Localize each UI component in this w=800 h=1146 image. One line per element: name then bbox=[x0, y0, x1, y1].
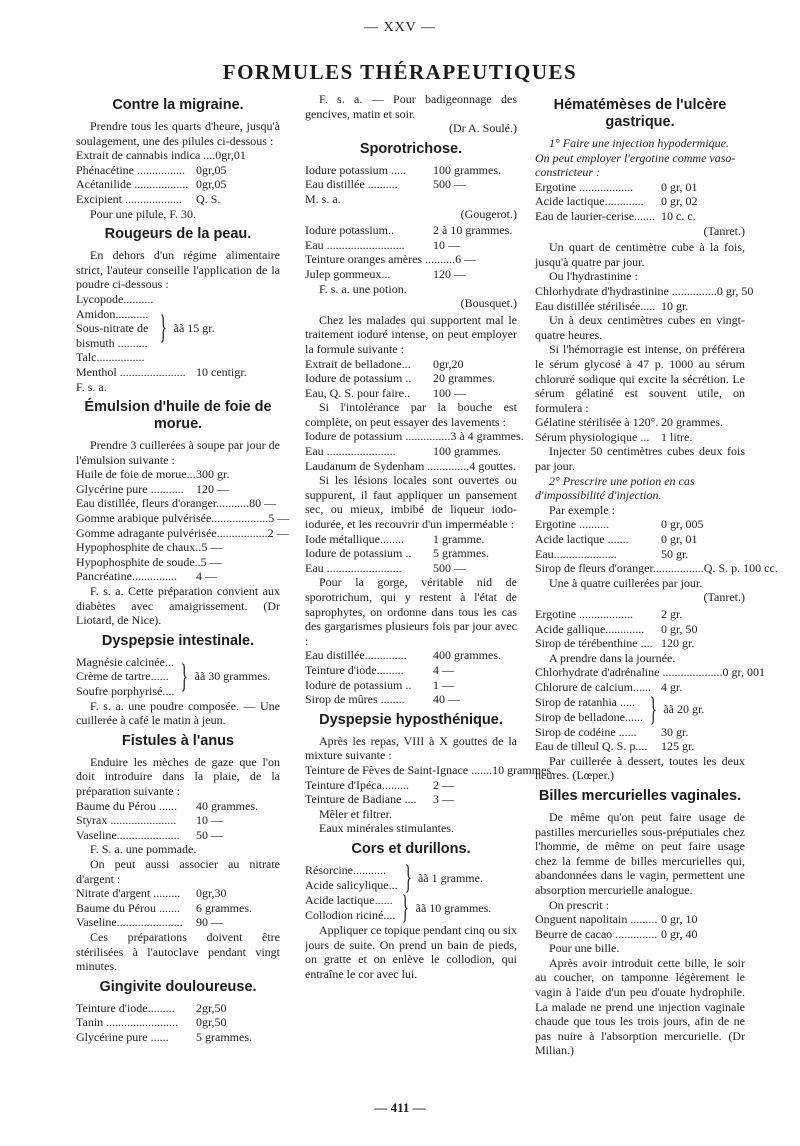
ingredient-quantity: 2 à 10 grammes. bbox=[433, 223, 513, 238]
paragraph: F. s. a. — Pour badigeonnage des gencives, matin et soir. bbox=[305, 92, 517, 121]
ingredient-name: Collodion riciné.... bbox=[305, 907, 396, 922]
ingredient-name: Teinture d'iode......... bbox=[76, 1000, 175, 1015]
section-heading: Hématémèses de l'ulcère gastrique. bbox=[553, 97, 727, 130]
column-2 bbox=[305, 92, 555, 981]
formula-row bbox=[76, 569, 280, 584]
section-heading: Dyspepsie intestinale. bbox=[101, 632, 255, 649]
paragraph: Une à quatre cuillerées par jour. bbox=[549, 575, 703, 590]
ingredient-quantity: 20 grammes. bbox=[661, 415, 723, 430]
ingredient-quantity: 2gr,50 bbox=[196, 1000, 227, 1015]
ingredient-quantity: 0 gr, 10 bbox=[661, 912, 698, 927]
ingredient-quantity: 10 — bbox=[433, 237, 460, 252]
ingredient-name: Teinture d'iode......... bbox=[305, 662, 404, 677]
paragraph: Un quart de centimètre cube à la fois, jusqu'à quatre par jour. bbox=[535, 240, 745, 269]
paragraph: Un à deux centimètres cubes en vingt-quatre heures. bbox=[535, 313, 745, 342]
formula-row bbox=[305, 663, 517, 678]
formula-row bbox=[535, 194, 745, 209]
paragraph: Par cuillerée à dessert, toutes les deux heures. (Lœper.) bbox=[535, 753, 745, 783]
section-heading: Gingivite douloureuse. bbox=[99, 978, 257, 995]
ingredient-quantity: 0 gr, 40 bbox=[661, 926, 698, 941]
formula-row bbox=[535, 561, 778, 576]
ingredient-quantity: 30 gr. bbox=[661, 724, 689, 739]
ingredient-quantity: 50 — bbox=[196, 827, 223, 842]
ingredient-name: Vaseline..................... bbox=[76, 827, 180, 842]
ingredient-name: Beurre de cacao .............. bbox=[535, 926, 658, 941]
paragraph: Après les repas, VIII à X gouttes de la mixture suivante : bbox=[305, 733, 517, 763]
formula-row bbox=[535, 209, 745, 224]
ingredient-quantity: 2 — bbox=[267, 525, 289, 540]
paragraph: Injecter 50 centimètres cubes deux fois par jour. bbox=[535, 444, 745, 474]
section-heading: Émulsion d'huile de foie de morue. bbox=[84, 399, 272, 433]
ingredient-name: Iodure de potassium ............... bbox=[305, 429, 451, 444]
page-title: FORMULES THÉRAPEUTIQUES bbox=[222, 60, 578, 84]
formula-row bbox=[535, 415, 745, 430]
ingredient-quantity: 100 grammes. bbox=[433, 162, 501, 177]
ingredient-name: Teinture oranges amères .......... bbox=[305, 252, 456, 267]
formula-row bbox=[76, 192, 280, 207]
paragraph: Chez les malades qui supportent mal le traitement ioduré intense, on peut employer la formule suivante : bbox=[305, 312, 517, 356]
ingredient-quantity: 80 — bbox=[249, 496, 277, 511]
formula-row bbox=[76, 482, 280, 497]
ingredient-quantity: 5 grammes. bbox=[196, 1029, 252, 1044]
formula-row bbox=[76, 915, 280, 930]
ingredient-quantity: 0gr,05 bbox=[196, 177, 227, 192]
brace-icon: } bbox=[180, 657, 189, 695]
ingredient-name: Iodure de potassium .. bbox=[305, 371, 412, 386]
ingredient-name: Iodure de potassium .. bbox=[305, 677, 412, 692]
grouped-ingredients bbox=[76, 655, 174, 699]
ingredient-quantity: 500 — bbox=[433, 560, 466, 575]
paragraph: Ou l'hydrastinine : bbox=[549, 269, 638, 284]
ingredient-name: Julep gommeux... bbox=[305, 266, 391, 281]
formula-row bbox=[305, 532, 517, 547]
author-signature: (Gougerot.) bbox=[460, 206, 517, 221]
ingredient-quantity: ãã 1 gramme. bbox=[417, 870, 483, 885]
ingredient-quantity: 40 — bbox=[433, 692, 460, 707]
ingredient-name: Eau..................... bbox=[535, 546, 617, 561]
ingredient-name: Chlorhydrate d'adrénaline .................... bbox=[535, 665, 723, 680]
section-heading: Fistules à l'anus bbox=[121, 732, 235, 749]
ingredient-name: Glycérine pure ...... bbox=[76, 1029, 169, 1044]
brace-icon: } bbox=[159, 309, 168, 347]
ingredient-name: Sirop de fleurs d'oranger................. bbox=[535, 561, 704, 576]
text-line: M. s. a. bbox=[305, 191, 341, 206]
ingredient-name: Gomme adragante pulvérisée................. bbox=[76, 525, 268, 540]
formula-row bbox=[535, 622, 745, 637]
ingredient-name: Excipient ................... bbox=[76, 191, 182, 206]
ingredient-name: Lycopode.......... bbox=[76, 291, 154, 306]
ingredient-name: Pancréatine............... bbox=[76, 569, 177, 584]
formula-row bbox=[535, 430, 745, 445]
author-signature: (Tanret.) bbox=[703, 590, 745, 605]
ingredient-name: Ergotine .................. bbox=[535, 607, 634, 621]
ingredient-name: Teinture d'Ipéca......... bbox=[305, 777, 409, 792]
ingredient-quantity: 3 à 4 grammes. bbox=[450, 429, 524, 444]
grouped-ingredients bbox=[305, 893, 395, 922]
ingredient-quantity: 40 grammes. bbox=[196, 798, 258, 813]
ingredient-quantity: 50 gr. bbox=[661, 546, 689, 561]
ingredient-name: Eau de laurier-cerise....... bbox=[535, 208, 656, 223]
ingredient-quantity: 500 — bbox=[433, 177, 466, 192]
ingredient-name: Eau ......................... bbox=[305, 560, 402, 575]
formula-row bbox=[76, 555, 280, 570]
ingredient-name: Hypophosphite de chaux.. bbox=[76, 540, 202, 555]
ingredient-quantity: 5 — bbox=[268, 511, 290, 526]
formula-row bbox=[305, 561, 517, 576]
ingredient-quantity: 120 — bbox=[196, 481, 229, 496]
ingredient-name: Eau de tilleul Q. S. p.... bbox=[535, 739, 648, 754]
section-heading: Cors et durillons. bbox=[351, 840, 471, 857]
formula-row bbox=[305, 177, 517, 192]
ingredient-quantity: 3 — bbox=[433, 792, 454, 807]
ingredient-name: Sirop de belladone...... bbox=[535, 709, 643, 724]
ingredient-quantity: 0 gr, 005 bbox=[661, 517, 704, 532]
formula-row bbox=[535, 725, 745, 740]
formula-row bbox=[76, 177, 280, 192]
ingredient-quantity: ãã 30 grammes. bbox=[194, 669, 271, 684]
ingredient-name: Iodure potassium.. bbox=[305, 223, 394, 238]
ingredient-name: Ergotine .......... bbox=[535, 517, 610, 532]
paragraph: F. s. a. Cette préparation convient aux diabètes avec amaigrissement. (Dr Liotard, de Nice). bbox=[76, 584, 280, 628]
ingredient-quantity: 100 grammes. bbox=[433, 444, 501, 459]
formula-row bbox=[305, 678, 517, 693]
formula-row bbox=[76, 163, 280, 178]
ingredient-name: Baume du Pérou ....... bbox=[76, 900, 180, 915]
ingredient-quantity: 120 gr. bbox=[661, 636, 695, 651]
formula-row bbox=[76, 813, 280, 828]
ingredient-quantity: 0 gr, 01 bbox=[661, 179, 698, 194]
ingredient-name: Soufre porphyrisé.... bbox=[76, 684, 175, 698]
ingredient-name: Acide lactique ....... bbox=[535, 532, 629, 547]
ingredient-name: Nitrate d'argent ......... bbox=[76, 886, 181, 901]
paragraph: F. s. a. une poudre composée. — Une cuillerée à café le matin à jeun. bbox=[76, 698, 280, 728]
paragraph: Pour une bille. bbox=[549, 941, 620, 956]
ingredient-name: Iode métallique........ bbox=[305, 531, 404, 546]
paragraph: Après avoir introduit cette bille, le soir au coucher, on tamponne légèrement le vagin à l'aide d'un peu d'ouate hydrophile. La malade ne prend une injection vaginale chaude que tous les trois jours, afin de ne pas nuire à l'absorption mercurielle. (Dr Milian.) bbox=[535, 955, 745, 1058]
paragraph: Ces préparations doivent être stérilisées à l'autoclave pendant vingt minutes. bbox=[76, 929, 280, 974]
formula-row bbox=[76, 828, 280, 843]
paragraph: Appliquer ce topique pendant cinq ou six jours de suite. On prend un bain de pieds, on gratte et on enlève le collodion, qui entraîne le cor avec lui. bbox=[305, 922, 517, 981]
author-signature: (Tanret.) bbox=[703, 223, 745, 238]
italic-paragraph: 1° Faire une injection hypodermique. On peut employer l'ergotine comme vaso-constricteur : bbox=[535, 136, 736, 180]
formula-row bbox=[76, 511, 290, 526]
ingredient-name: Acide salicylique... bbox=[305, 877, 398, 892]
ingredient-quantity: 4 — bbox=[196, 569, 217, 584]
formula-row bbox=[305, 357, 517, 372]
ingredient-quantity: 300 gr. bbox=[196, 467, 230, 482]
ingredient-name: Phénacétine ................ bbox=[76, 162, 185, 177]
ingredient-name: Sirop de ratanhia ..... bbox=[535, 694, 635, 709]
ingredient-quantity: 90 — bbox=[196, 915, 223, 930]
paragraph: Eaux minérales stimulantes. bbox=[319, 821, 454, 836]
grouped-formula bbox=[305, 888, 517, 926]
formula-row bbox=[535, 180, 745, 195]
ingredient-name: Baume du Pérou ...... bbox=[76, 798, 177, 813]
ingredient-quantity: 0gr,30 bbox=[196, 886, 227, 901]
formula-row bbox=[535, 283, 754, 299]
ingredient-quantity: 6 — bbox=[455, 252, 477, 267]
formula-row bbox=[305, 386, 517, 401]
paragraph: En dehors d'un régime alimentaire strict, l'auteur conseille l'application de la poudre ci-dessous : bbox=[76, 248, 280, 292]
ingredient-quantity: 5 — bbox=[200, 554, 222, 569]
ingredient-name: bismuth .......... bbox=[76, 335, 148, 350]
ingredient-name: Sous-nitrate de bbox=[76, 321, 149, 336]
ingredient-quantity: 0gr,50 bbox=[196, 1015, 227, 1030]
ingredient-quantity: 2 gr. bbox=[661, 607, 683, 621]
ingredient-quantity: ãã 20 gr. bbox=[663, 702, 705, 717]
formula-row bbox=[305, 163, 517, 178]
formula-row bbox=[535, 636, 745, 651]
ingredient-name: Extrait de cannabis indica .... bbox=[76, 148, 216, 163]
formula-row bbox=[76, 148, 280, 163]
formula-row bbox=[76, 1015, 280, 1030]
ingredient-name: Styrax ...................... bbox=[76, 813, 177, 828]
ingredient-name: Glycérine pure ........... bbox=[76, 481, 184, 496]
ingredient-name: Acétanilide .................. bbox=[76, 177, 189, 192]
paragraph: A prendre dans la journée. bbox=[549, 650, 676, 665]
formula-row bbox=[535, 927, 745, 942]
formula-row bbox=[305, 459, 517, 474]
ingredient-name: Acide gallique............. bbox=[535, 621, 645, 636]
paragraph: On prescrit : bbox=[549, 897, 609, 912]
ingredient-quantity: 4 — bbox=[433, 662, 454, 677]
formula-row bbox=[305, 546, 517, 561]
paragraph: Si l'hémorragie est intense, on préférera le sérum glycosé à 47 p. 1000 au sérum chloruré sodique qui excite la sécrétion. Le sérum gélatiné est souvent utile, on formulera : bbox=[535, 342, 745, 415]
ingredient-quantity: 0 gr, 01 bbox=[661, 532, 698, 547]
formula-row bbox=[535, 547, 745, 562]
ingredient-name: Gomme arabique pulvérisée................... bbox=[76, 511, 269, 526]
ingredient-name: Huile de foie de morue... bbox=[76, 467, 196, 482]
ingredient-name: Eau distillée, fleurs d'oranger........... bbox=[76, 496, 250, 511]
ingredient-name: Extrait de belladone... bbox=[305, 356, 411, 371]
ingredient-quantity: 10 c. c. bbox=[661, 208, 696, 223]
formula-row bbox=[535, 665, 765, 680]
ingredient-quantity: 10 gr. bbox=[661, 298, 689, 313]
formula-row bbox=[535, 517, 745, 532]
ingredient-quantity: 400 grammes. bbox=[433, 648, 501, 663]
section-heading: Rougeurs de la peau. bbox=[104, 226, 252, 243]
ingredient-name: Ergotine .................. bbox=[535, 179, 634, 194]
grouped-formula bbox=[535, 690, 745, 728]
formula-row bbox=[76, 496, 280, 511]
ingredient-quantity: 0gr,05 bbox=[196, 162, 227, 177]
formula-row bbox=[305, 267, 517, 282]
ingredient-quantity: 0 gr, 02 bbox=[661, 194, 698, 209]
ingredient-name: Sirop de mûres ........ bbox=[305, 692, 405, 707]
ingredient-name: Magnésie calcinée... bbox=[76, 654, 174, 669]
ingredient-name: Iodure de potassium .. bbox=[305, 546, 412, 561]
ingredient-name: Sirop de codéine ...... bbox=[535, 724, 637, 739]
ingredient-name: Amidon........... bbox=[76, 306, 149, 321]
author-signature: (Bousquet.) bbox=[460, 296, 517, 311]
paragraph: De même qu'on peut faire usage de pastilles mercurielles sous-préputiales chez l'homme, de même on peut faire usage chez la femme de billes mercurielles qui, abandonnées dans le vagin, permettent une absorption mercurielle analogue. bbox=[535, 809, 745, 897]
ingredient-quantity: 1 gramme. bbox=[433, 531, 485, 546]
formula-row bbox=[535, 607, 745, 622]
paragraph: Si les lésions locales sont ouvertes ou suppurent, il faut appliquer un pansement sec, ou mieux, imbibé de liqueur iodo-iodurée, et les recouvrir d'un imperméable : bbox=[305, 473, 517, 532]
formula-row bbox=[305, 778, 517, 793]
grouped-formula bbox=[76, 655, 280, 699]
ingredient-name: Acide lactique...... bbox=[305, 893, 393, 908]
grouped-ingredients bbox=[76, 292, 153, 365]
ingredient-quantity: 10 grammes. bbox=[492, 762, 555, 777]
ingredient-quantity: 20 grammes. bbox=[433, 371, 495, 386]
section-heading: Dyspepsie hyposthénique. bbox=[319, 711, 503, 728]
ingredient-name: Teinture de Badiane .... bbox=[305, 792, 417, 807]
ingredient-quantity: 5 grammes. bbox=[433, 546, 489, 561]
grouped-formula bbox=[305, 858, 517, 896]
ingredient-quantity: Q. S. p. 100 cc. bbox=[703, 561, 778, 576]
ingredient-quantity: 0 gr, 50 bbox=[716, 283, 754, 298]
ingredient-name: Iodure potassium ..... bbox=[305, 162, 406, 177]
ingredient-name: Acide lactique............. bbox=[535, 194, 644, 209]
ingredient-name: Sérum physiologique ... bbox=[535, 429, 650, 444]
paragraph: Mêler et filtrer. bbox=[319, 806, 392, 821]
ingredient-quantity: ãã 15 gr. bbox=[173, 321, 215, 336]
paragraph: Enduire les mèches de gaze que l'on doit introduire dans la plaie, de la préparation suivante : bbox=[76, 754, 280, 798]
ingredient-name: Chlorure de calcium...... bbox=[535, 679, 651, 694]
paragraph: Si l'intolérance par la bouche est complète, on peut essayer des lavements : bbox=[305, 400, 517, 429]
formula-row bbox=[305, 429, 524, 444]
ingredient-name: Sirop de térébenthine .... bbox=[535, 636, 653, 651]
author-signature: (Dr A. Soulé.) bbox=[449, 121, 517, 136]
section-heading: Contre la migraine. bbox=[112, 97, 244, 113]
ingredient-name: Eau distillée stérilisée..... bbox=[535, 298, 656, 313]
formula-row bbox=[76, 525, 289, 541]
ingredient-name: Eau distillée .......... bbox=[305, 177, 398, 192]
ingredient-quantity: 0gr,01 bbox=[215, 148, 246, 163]
ingredient-quantity: 1 litre. bbox=[661, 429, 693, 444]
paragraph: Prendre tous les quarts d'heure, jusqu'à soulagement, une des pilules ci-dessous : bbox=[76, 119, 280, 148]
ingredient-quantity: 125 gr. bbox=[661, 739, 695, 754]
formula-row bbox=[305, 792, 517, 807]
ingredient-name: Laudanum de Sydenham .............. bbox=[305, 458, 470, 473]
ingredient-quantity: 0 gr, 001 bbox=[722, 665, 765, 680]
ingredient-quantity: 10 — bbox=[196, 813, 223, 828]
paragraph: On peut aussi associer au nitrate d'argent : bbox=[76, 856, 280, 886]
formula-row bbox=[535, 912, 745, 927]
paragraph: F. s. a. une potion. bbox=[319, 281, 407, 296]
ingredient-name: Eau, Q. S. pour faire.. bbox=[305, 385, 410, 400]
ingredient-name: Tanin ........................ bbox=[76, 1015, 179, 1030]
formula-row bbox=[305, 648, 517, 663]
page-number: — 411 — bbox=[374, 1100, 426, 1115]
ingredient-name: Talc................ bbox=[76, 350, 145, 365]
ingredient-name: Eau distillée.............. bbox=[305, 648, 407, 663]
formula-row bbox=[76, 467, 280, 482]
page-header: — XXV — bbox=[363, 20, 437, 35]
ingredient-quantity: 10 centigr. bbox=[196, 364, 247, 379]
brace-icon: } bbox=[401, 888, 410, 926]
ingredient-name: Menthol ...................... bbox=[76, 364, 186, 379]
grouped-formula bbox=[76, 292, 280, 365]
formula-row bbox=[535, 299, 745, 314]
formula-row bbox=[305, 238, 517, 253]
formula-row bbox=[76, 540, 280, 555]
italic-paragraph: 2° Prescrire une potion en cas d'impossibilité d'injection. bbox=[535, 473, 695, 503]
formula-row bbox=[76, 1001, 280, 1016]
ingredient-quantity: 5 — bbox=[201, 540, 223, 555]
column-3 bbox=[535, 92, 778, 1058]
ingredient-quantity: 0 gr, 50 bbox=[661, 621, 698, 636]
formula-row bbox=[305, 444, 517, 459]
formula-row bbox=[535, 532, 745, 547]
column-1 bbox=[76, 92, 290, 1044]
ingredient-name: Onguent napolitain ......... bbox=[535, 912, 658, 927]
ingredient-name: Hypophosphite de soude.. bbox=[76, 554, 201, 569]
ingredient-quantity: 4 gr. bbox=[661, 679, 683, 694]
ingredient-quantity: 0gr,20 bbox=[433, 356, 464, 371]
ingredient-quantity: 2 — bbox=[433, 777, 454, 792]
formula-row bbox=[305, 692, 517, 707]
ingredient-quantity: 100 — bbox=[433, 385, 466, 400]
formula-row bbox=[305, 371, 517, 386]
paragraph: Pour la gorge, véritable nid de sporotrichum, qui y restent à l'état de saprophytes, on ordonne dans tous les cas des gargarismes plusieurs fois par jour avec : bbox=[305, 575, 517, 648]
text-line: F. s. a. bbox=[76, 379, 107, 394]
ingredient-name: Résorcine........... bbox=[305, 863, 386, 878]
ingredient-quantity: 6 grammes. bbox=[196, 900, 252, 915]
brace-icon: } bbox=[649, 690, 657, 728]
formula-row bbox=[76, 1030, 280, 1045]
formula-row bbox=[76, 799, 280, 814]
ingredient-name: Eau .......................... bbox=[305, 237, 405, 252]
paragraph: Par exemple : bbox=[549, 502, 615, 517]
ingredient-name: Eau ....................... bbox=[305, 444, 396, 459]
ingredient-quantity: 120 — bbox=[433, 266, 466, 281]
ingredient-quantity: 1 — bbox=[433, 677, 454, 692]
section-heading: Sporotrichose. bbox=[359, 140, 463, 157]
paragraph: Pour une pilule, F. 30. bbox=[90, 206, 197, 221]
paragraph: F. S. a. une pommade. bbox=[90, 842, 197, 857]
formula-row bbox=[535, 680, 745, 695]
formula-row bbox=[305, 223, 517, 238]
ingredient-name: Vaseline...................... bbox=[76, 915, 183, 930]
formula-row bbox=[305, 252, 517, 267]
formula-row bbox=[76, 901, 280, 916]
formula-row bbox=[305, 762, 555, 778]
brace-icon: } bbox=[404, 858, 412, 896]
formula-row bbox=[76, 365, 280, 380]
ingredient-quantity: ãã 10 grammes. bbox=[415, 900, 492, 915]
ingredient-name: Teinture de Fèves de Saint-Ignace ....... bbox=[305, 762, 493, 777]
formula-row bbox=[535, 739, 745, 754]
paragraph: Prendre 3 cuillerées à soupe par jour de l'émulsion suivante : bbox=[76, 438, 280, 467]
ingredient-name: Crème de tartre...... bbox=[76, 669, 169, 684]
ingredient-quantity: 4 gouttes. bbox=[469, 458, 516, 473]
grouped-ingredients bbox=[535, 695, 643, 724]
formula-row bbox=[76, 886, 280, 901]
ingredient-name: Gélatine stérilisée à 120°. bbox=[535, 415, 659, 430]
grouped-ingredients bbox=[305, 863, 398, 892]
section-heading: Billes mercurielles vaginales. bbox=[538, 787, 742, 804]
ingredient-name: Chlorhydrate d'hydrastinine ............... bbox=[535, 283, 717, 298]
ingredient-quantity: Q. S. bbox=[196, 191, 221, 206]
